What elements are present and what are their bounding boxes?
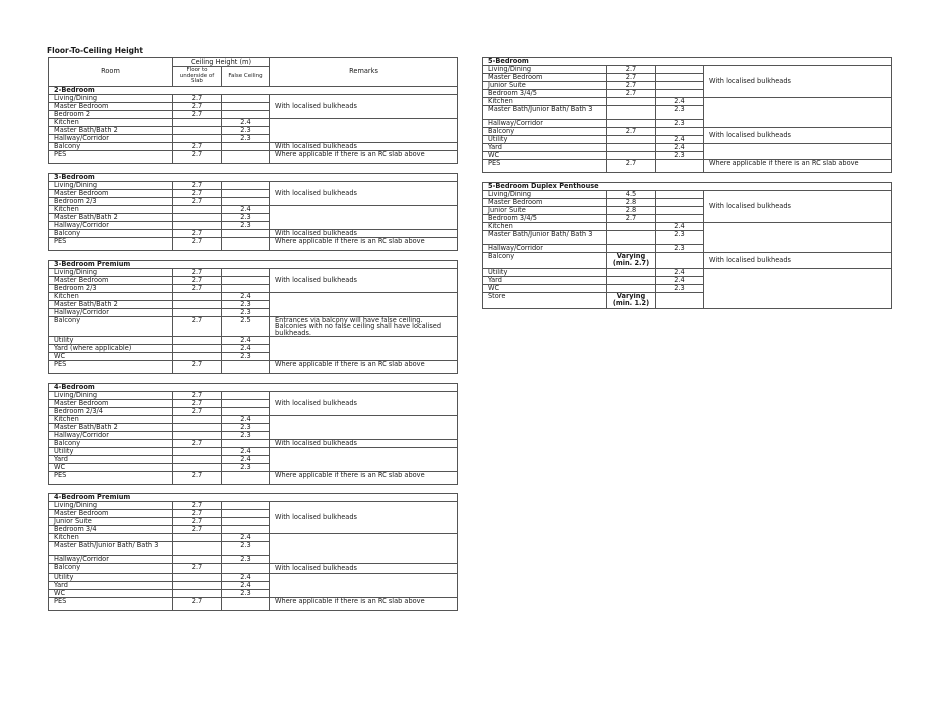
room-name: Yard [483,277,607,285]
spacer [483,173,892,183]
slab-height [607,231,656,245]
slab-height [607,152,656,160]
slab-height: 2.7 [607,74,656,82]
false-ceiling-height [222,598,270,611]
section-title: 3-Bedroom Premium [49,260,458,268]
false-ceiling-height [222,102,270,110]
remarks: With localised bulkheads [270,229,458,237]
false-ceiling-height [656,191,704,199]
slab-height [173,432,222,440]
false-ceiling-height: 2.3 [656,152,704,160]
remarks [704,98,892,128]
room-name: Master Bath/Junior Bath/ Bath 3 [49,542,173,556]
false-ceiling-height: 2.4 [656,269,704,277]
slab-height [173,416,222,424]
remarks: With localised bulkheads [704,191,892,223]
slab-height: 2.7 [173,110,222,118]
false-ceiling-height [222,150,270,163]
slab-height [607,144,656,152]
room-name: Master Bath/Bath 2 [49,126,173,134]
slab-height [607,136,656,144]
false-ceiling-height [222,518,270,526]
remarks [704,223,892,253]
false-ceiling-height [222,110,270,118]
remarks: Where applicable if there is an RC slab above [270,150,458,163]
room-name: Kitchen [49,292,173,300]
false-ceiling-height [656,207,704,215]
false-ceiling-height [222,564,270,574]
slab-height [607,98,656,106]
false-ceiling-height: 2.3 [656,231,704,245]
room-name: Balcony [49,142,173,150]
room-name: Master Bath/Bath 2 [49,300,173,308]
false-ceiling-height: 2.5 [222,316,270,337]
false-ceiling-height [222,392,270,400]
room-name: Master Bedroom [49,510,173,518]
room-name: WC [483,152,607,160]
slab-height: Varying (min. 1.2) [607,293,656,309]
slab-height: 2.7 [173,408,222,416]
false-ceiling-height [222,408,270,416]
room-name: Master Bath/Bath 2 [49,213,173,221]
false-ceiling-height: 2.3 [656,120,704,128]
left-height-table [48,57,458,611]
false-ceiling-height: 2.3 [222,300,270,308]
slab-height [607,106,656,120]
false-ceiling-height: 2.3 [222,213,270,221]
false-ceiling-height [222,181,270,189]
false-ceiling-height: 2.4 [222,582,270,590]
room-name: Living/Dining [49,502,173,510]
header-slab: Floor to underside of Slab [173,67,222,87]
section-title: 3-Bedroom [49,173,458,181]
false-ceiling-height: 2.3 [222,134,270,142]
room-name: Bedroom 2/3/4 [49,408,173,416]
false-ceiling-height [222,229,270,237]
slab-height: 2.7 [173,472,222,485]
remarks [270,574,458,598]
room-name: Living/Dining [49,94,173,102]
remarks: Where applicable if there is an RC slab above [704,160,892,173]
slab-height [173,542,222,556]
slab-height [173,574,222,582]
header-room: Room [49,58,173,87]
slab-height [173,448,222,456]
room-name: Bedroom 3/4/5 [483,90,607,98]
remarks: Where applicable if there is an RC slab above [270,237,458,250]
room-name: Bedroom 3/4 [49,526,173,534]
room-name: Master Bedroom [483,199,607,207]
slab-height: 2.7 [173,284,222,292]
slab-height: 2.8 [607,199,656,207]
slab-height: 2.7 [173,189,222,197]
slab-height [173,556,222,564]
room-name: Junior Suite [483,82,607,90]
slab-height [173,221,222,229]
right-height-table [482,57,892,309]
room-name: Living/Dining [483,66,607,74]
false-ceiling-height: 2.4 [222,416,270,424]
room-name: Master Bedroom [49,189,173,197]
remarks [270,448,458,472]
room-name: PES [49,598,173,611]
room-name: Balcony [49,440,173,448]
false-ceiling-height: 2.4 [222,337,270,345]
slab-height: 2.7 [173,598,222,611]
room-name: WC [49,353,173,361]
remarks [270,337,458,361]
room-name: PES [49,150,173,163]
false-ceiling-height [222,510,270,518]
remarks: With localised bulkheads [704,128,892,144]
room-name: Kitchen [49,118,173,126]
false-ceiling-height: 2.3 [222,556,270,564]
slab-height [173,353,222,361]
room-name: WC [49,464,173,472]
slab-height [173,126,222,134]
room-name: Kitchen [483,98,607,106]
room-name: Living/Dining [49,181,173,189]
false-ceiling-height: 2.4 [656,144,704,152]
room-name: Yard [49,456,173,464]
slab-height: 2.7 [173,94,222,102]
slab-height: 2.7 [607,215,656,223]
slab-height: 2.7 [173,518,222,526]
remarks: With localised bulkheads [270,142,458,150]
false-ceiling-height [656,66,704,74]
room-name: Kitchen [483,223,607,231]
slab-height: 2.7 [173,142,222,150]
section-title: 4-Bedroom [49,384,458,392]
slab-height: 2.7 [173,564,222,574]
room-name: Junior Suite [49,518,173,526]
room-name: Master Bath/Junior Bath/ Bath 3 [483,231,607,245]
remarks [270,118,458,142]
room-name: Store [483,293,607,309]
slab-height [173,337,222,345]
room-name: WC [483,285,607,293]
false-ceiling-height: 2.3 [222,432,270,440]
room-name: Yard [483,144,607,152]
false-ceiling-height: 2.4 [222,292,270,300]
false-ceiling-height [656,74,704,82]
slab-height [173,590,222,598]
remarks [270,292,458,316]
room-name: Master Bedroom [483,74,607,82]
slab-height: 2.7 [173,502,222,510]
slab-height [173,213,222,221]
false-ceiling-height: 2.3 [656,245,704,253]
room-name: Balcony [483,253,607,269]
false-ceiling-height: 2.4 [222,118,270,126]
slab-height: 2.7 [173,237,222,250]
slab-height [173,134,222,142]
false-ceiling-height [222,361,270,374]
room-name: Master Bedroom [49,400,173,408]
room-name: Hallway/Corridor [49,221,173,229]
section-title: 4-Bedroom Premium [49,494,458,502]
room-name: Hallway/Corridor [49,432,173,440]
false-ceiling-height: 2.4 [656,98,704,106]
false-ceiling-height [222,440,270,448]
slab-height: 2.7 [607,160,656,173]
slab-height [173,118,222,126]
room-name: Kitchen [49,205,173,213]
false-ceiling-height: 2.3 [222,221,270,229]
false-ceiling-height [656,128,704,136]
room-name: Hallway/Corridor [49,308,173,316]
slab-height: 2.7 [173,102,222,110]
false-ceiling-height [656,90,704,98]
room-name: Master Bath/Junior Bath/ Bath 3 [483,106,607,120]
room-name: Utility [483,269,607,277]
room-name: PES [49,361,173,374]
false-ceiling-height [656,215,704,223]
room-name: PES [49,472,173,485]
false-ceiling-height [656,199,704,207]
room-name: Balcony [49,564,173,574]
remarks: Where applicable if there is an RC slab above [270,361,458,374]
false-ceiling-height: 2.4 [222,448,270,456]
header-ceiling-height: Ceiling Height (m) [173,58,270,67]
slab-height: 2.7 [173,316,222,337]
slab-height: 2.7 [173,510,222,518]
slab-height [607,120,656,128]
room-name: Utility [49,574,173,582]
room-name: PES [49,237,173,250]
section-title: 5-Bedroom Duplex Penthouse [483,183,892,191]
slab-height [173,308,222,316]
slab-height [173,205,222,213]
slab-height: 2.7 [173,400,222,408]
slab-height: 2.7 [173,526,222,534]
page-title: Floor-To-Ceiling Height [47,46,143,55]
false-ceiling-height [656,253,704,269]
remarks [704,269,892,309]
room-name: Hallway/Corridor [49,134,173,142]
room-name: Bedroom 3/4/5 [483,215,607,223]
room-name: Balcony [483,128,607,136]
slab-height [173,292,222,300]
slab-height [173,300,222,308]
false-ceiling-height: 2.3 [656,285,704,293]
section-title: 2-Bedroom [49,86,458,94]
false-ceiling-height: 2.3 [222,590,270,598]
room-name: Balcony [49,316,173,337]
false-ceiling-height: 2.3 [222,308,270,316]
false-ceiling-height [222,526,270,534]
slab-height [607,245,656,253]
room-name: Bedroom 2/3 [49,197,173,205]
room-name: Balcony [49,229,173,237]
false-ceiling-height [222,189,270,197]
remarks: Where applicable if there is an RC slab above [270,598,458,611]
slab-height [173,424,222,432]
room-name: Utility [49,448,173,456]
false-ceiling-height: 2.3 [222,126,270,134]
room-name: PES [483,160,607,173]
room-name: Yard (where applicable) [49,345,173,353]
false-ceiling-height [222,472,270,485]
slab-height [173,534,222,542]
room-name: Living/Dining [49,268,173,276]
slab-height: 2.7 [173,392,222,400]
room-name: Master Bedroom [49,276,173,284]
remarks: With localised bulkheads [270,268,458,292]
slab-height: 2.7 [173,440,222,448]
false-ceiling-height [656,293,704,309]
room-name: Bedroom 2/3 [49,284,173,292]
room-name: Kitchen [49,416,173,424]
false-ceiling-height: 2.4 [222,534,270,542]
room-name: Junior Suite [483,207,607,215]
room-name: Hallway/Corridor [483,245,607,253]
header-false-ceiling: False Ceiling [222,67,270,87]
remarks: Where applicable if there is an RC slab above [270,472,458,485]
false-ceiling-height: 2.3 [222,353,270,361]
room-name: WC [49,590,173,598]
slab-height: 2.7 [607,82,656,90]
slab-height: 2.7 [607,66,656,74]
false-ceiling-height [222,94,270,102]
false-ceiling-height [222,502,270,510]
remarks: With localised bulkheads [270,94,458,118]
false-ceiling-height: 2.4 [656,277,704,285]
slab-height [607,223,656,231]
false-ceiling-height [222,400,270,408]
false-ceiling-height: 2.3 [222,464,270,472]
slab-height: Varying (min. 2.7) [607,253,656,269]
remarks: With localised bulkheads [270,440,458,448]
slab-height: 2.7 [173,181,222,189]
section-title: 5-Bedroom [483,58,892,66]
remarks [270,416,458,440]
false-ceiling-height: 2.3 [656,106,704,120]
slab-height: 2.7 [173,268,222,276]
remarks: With localised bulkheads [270,564,458,574]
room-name: Utility [49,337,173,345]
remarks [270,205,458,229]
false-ceiling-height [656,82,704,90]
room-name: Living/Dining [483,191,607,199]
remarks: With localised bulkheads [270,502,458,534]
remarks: With localised bulkheads [704,66,892,98]
slab-height [607,269,656,277]
false-ceiling-height [222,142,270,150]
false-ceiling-height: 2.4 [222,574,270,582]
room-name: Bedroom 2 [49,110,173,118]
false-ceiling-height: 2.3 [222,542,270,556]
false-ceiling-height: 2.4 [222,205,270,213]
header-remarks: Remarks [270,58,458,87]
slab-height [173,582,222,590]
slab-height: 2.7 [173,150,222,163]
slab-height: 2.7 [173,229,222,237]
false-ceiling-height [222,284,270,292]
false-ceiling-height: 2.4 [656,223,704,231]
false-ceiling-height: 2.4 [222,456,270,464]
false-ceiling-height [222,268,270,276]
false-ceiling-height [656,160,704,173]
room-name: Utility [483,136,607,144]
false-ceiling-height [222,276,270,284]
room-name: Kitchen [49,534,173,542]
slab-height: 2.7 [607,128,656,136]
spacer [49,163,458,173]
slab-height: 2.8 [607,207,656,215]
slab-height: 2.7 [173,276,222,284]
slab-height [173,464,222,472]
slab-height: 2.7 [173,197,222,205]
remarks: With localised bulkheads [270,181,458,205]
false-ceiling-height: 2.3 [222,424,270,432]
slab-height: 4.5 [607,191,656,199]
slab-height: 2.7 [607,90,656,98]
remarks: With localised bulkheads [704,253,892,269]
remarks: With localised bulkheads [270,392,458,416]
room-name: Hallway/Corridor [483,120,607,128]
room-name: Master Bedroom [49,102,173,110]
room-name: Master Bath/Bath 2 [49,424,173,432]
spacer [49,374,458,384]
false-ceiling-height: 2.4 [222,345,270,353]
spacer [49,485,458,494]
false-ceiling-height [222,237,270,250]
spacer [49,250,458,260]
slab-height [173,456,222,464]
slab-height [607,285,656,293]
false-ceiling-height [222,197,270,205]
remarks [704,144,892,160]
slab-height: 2.7 [173,361,222,374]
remarks [270,534,458,564]
false-ceiling-height: 2.4 [656,136,704,144]
room-name: Living/Dining [49,392,173,400]
slab-height [607,277,656,285]
room-name: Hallway/Corridor [49,556,173,564]
slab-height [173,345,222,353]
room-name: Yard [49,582,173,590]
remarks: Entrances via balcony will have false ceiling. Balconies with no false ceiling shall have localised bulkheads. [270,316,458,337]
